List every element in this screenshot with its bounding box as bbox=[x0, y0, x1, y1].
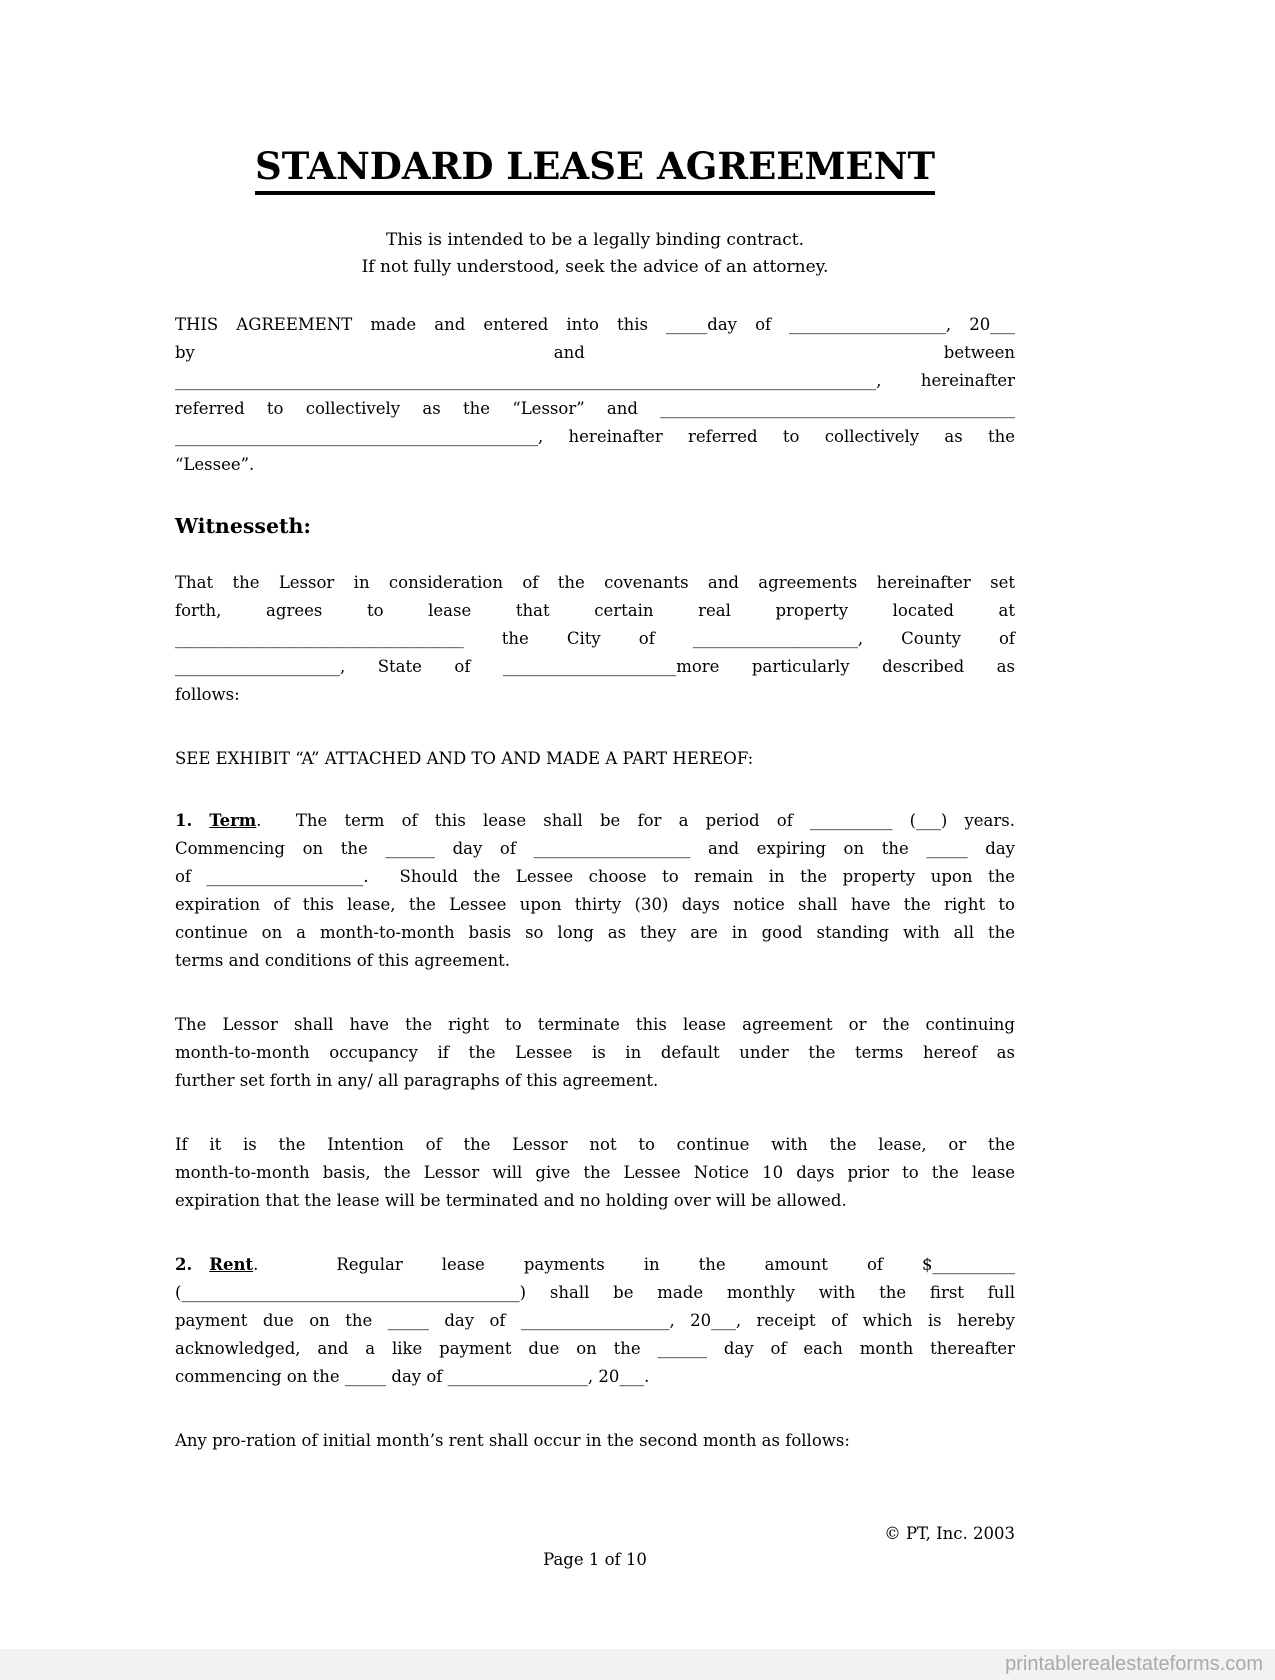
paragraph-line: _____________________________________________________________________________________, hereinafter bbox=[175, 371, 1015, 391]
section-rent-paragraph bbox=[175, 1251, 1015, 1391]
section-label: Rent bbox=[209, 1255, 254, 1275]
intention-paragraph bbox=[175, 1131, 1015, 1215]
paragraph-line: by and between bbox=[175, 343, 1015, 363]
paragraph-line: forth, agrees to lease that certain real property located at bbox=[175, 601, 1015, 621]
witnesseth-body-paragraph bbox=[175, 569, 1015, 709]
section-term-paragraph bbox=[175, 807, 1015, 975]
paragraph-line: continue on a month-to-month basis so long as they are in good standing with all the bbox=[175, 923, 1015, 943]
paragraph-line: (_________________________________________) shall be made monthly with the first full bbox=[175, 1283, 1015, 1303]
watermark-bar bbox=[0, 1649, 1275, 1680]
section-rent-first-line bbox=[175, 1251, 1015, 1279]
paragraph-line: month-to-month occupancy if the Lessee is in default under the terms hereof as bbox=[175, 1043, 1015, 1063]
section-number: 2. bbox=[175, 1255, 193, 1275]
paragraph-line: commencing on the _____ day of _________________, 20___. bbox=[175, 1367, 650, 1387]
exhibit-line: SEE EXHIBIT “A” ATTACHED AND TO AND MADE A PART HEREOF: bbox=[175, 749, 754, 769]
title-wrap bbox=[175, 146, 1015, 195]
exhibit-paragraph bbox=[175, 745, 1015, 773]
watermark-text: printablerealestateforms.com bbox=[1005, 1653, 1263, 1675]
section-first-line-text: . The term of this lease shall be for a period of __________ (___) years. bbox=[256, 811, 1015, 831]
paragraph-line: ____________________________________________, hereinafter referred to collectively as the bbox=[175, 427, 1015, 447]
paragraph-line: ____________________, State of _____________________more particularly described as bbox=[175, 657, 1015, 677]
section-first-line-text: . Regular lease payments in the amount of $__________ bbox=[253, 1255, 1015, 1275]
paragraph-line: expiration of this lease, the Lessee upon thirty (30) days notice shall have the right to bbox=[175, 895, 1015, 915]
paragraph-line: terms and conditions of this agreement. bbox=[175, 951, 510, 971]
agreement-intro-paragraph bbox=[175, 311, 1015, 479]
paragraph-line: payment due on the _____ day of __________________, 20___, receipt of which is hereby bbox=[175, 1311, 1015, 1331]
footer-page-number: Page 1 of 10 bbox=[543, 1550, 647, 1569]
document-content bbox=[175, 0, 1015, 1455]
terminate-paragraph bbox=[175, 1011, 1015, 1095]
paragraph-line: month-to-month basis, the Lessor will give the Lessee Notice 10 days prior to the lease bbox=[175, 1163, 1015, 1183]
section-label: Term bbox=[209, 811, 257, 831]
subtitle-line-1: This is intended to be a legally binding contract. bbox=[385, 230, 804, 251]
section-term-first-line bbox=[175, 807, 1015, 835]
witnesseth-heading: Witnesseth: bbox=[175, 514, 311, 539]
paragraph-line: further set forth in any/ all paragraphs of this agreement. bbox=[175, 1071, 659, 1091]
paragraph-line: The Lessor shall have the right to terminate this lease agreement or the continuing bbox=[175, 1015, 1015, 1035]
paragraph-line: ___________________________________ the City of ____________________, County of bbox=[175, 629, 1015, 649]
document-subtitle bbox=[175, 227, 1015, 281]
paragraph-line: referred to collectively as the “Lessor” and ___________________________________________ bbox=[175, 399, 1015, 419]
paragraph-line: Any pro-ration of initial month’s rent shall occur in the second month as follows: bbox=[175, 1431, 850, 1451]
paragraph-line: expiration that the lease will be terminated and no holding over will be allowed. bbox=[175, 1191, 847, 1211]
footer-copyright: © PT, Inc. 2003 bbox=[884, 1524, 1015, 1543]
paragraph-line: Commencing on the ______ day of ___________________ and expiring on the _____ day bbox=[175, 839, 1015, 859]
document-title: STANDARD LEASE AGREEMENT bbox=[255, 146, 935, 195]
paragraph-line: THIS AGREEMENT made and entered into this _____day of ___________________, 20___ bbox=[175, 315, 1015, 335]
paragraph-line: acknowledged, and a like payment due on the ______ day of each month thereafter bbox=[175, 1339, 1015, 1359]
subtitle-line-2: If not fully understood, seek the advice of an attorney. bbox=[361, 257, 829, 278]
paragraph-line: “Lessee”. bbox=[175, 455, 255, 475]
proration-paragraph bbox=[175, 1427, 1015, 1455]
paragraph-line: follows: bbox=[175, 685, 240, 705]
paragraph-line: of ___________________. Should the Lessee choose to remain in the property upon the bbox=[175, 867, 1015, 887]
section-number: 1. bbox=[175, 811, 193, 831]
paragraph-line: If it is the Intention of the Lessor not to continue with the lease, or the bbox=[175, 1135, 1015, 1155]
paragraph-line: That the Lessor in consideration of the covenants and agreements hereinafter set bbox=[175, 573, 1015, 593]
